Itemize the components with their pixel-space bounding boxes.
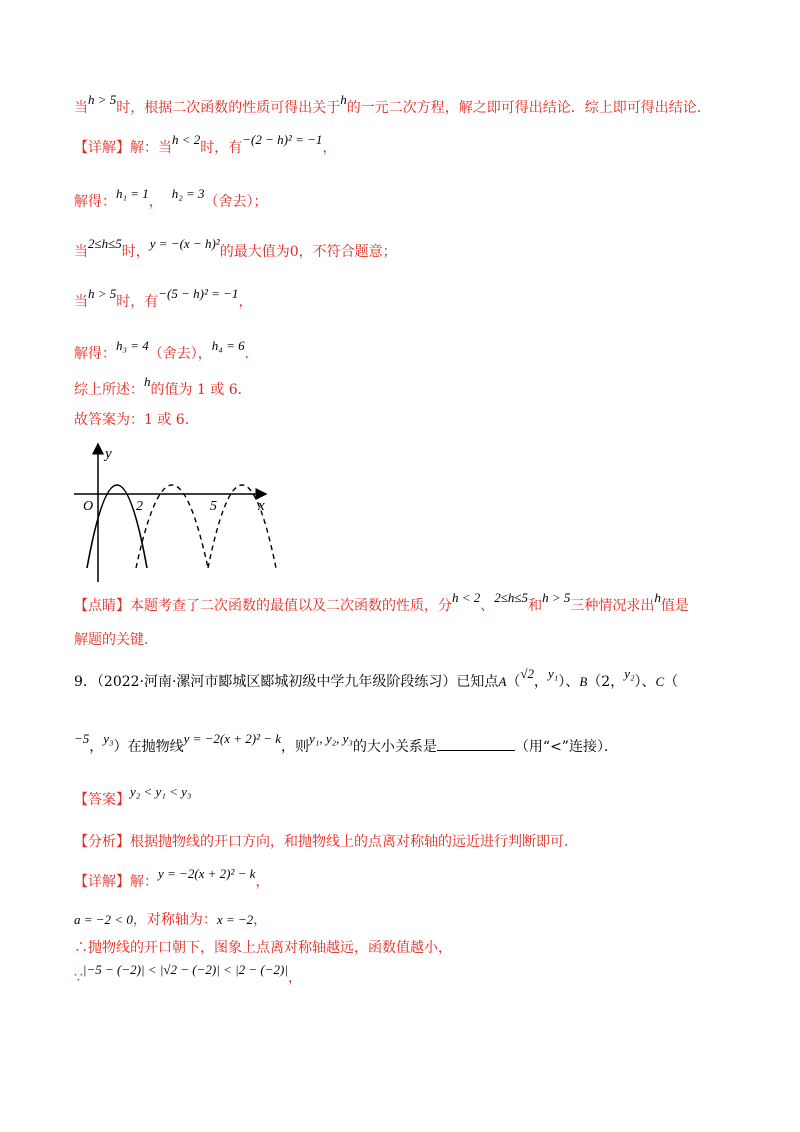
- detail-line-1: [74, 132, 337, 158]
- dashed-parabola-1: [136, 485, 208, 568]
- math: h > 5: [542, 590, 571, 605]
- text: ，: [148, 194, 163, 210]
- key-point-tag: 【点睛】: [74, 598, 130, 614]
- text: 当: [74, 100, 88, 116]
- text: 解：: [130, 874, 158, 890]
- text: （用“<”连接）．: [514, 739, 618, 755]
- math-h: h: [144, 374, 151, 389]
- math-equation: −(5 − h)² = −1: [158, 286, 239, 301]
- detail-tag: 【详解】: [74, 874, 130, 890]
- answer-line: 故答案为：1 或 6．: [74, 412, 199, 428]
- text: 的一元二次方程，解之即可得出结论．综上即可得出结论．: [346, 100, 711, 116]
- text: 当: [74, 294, 88, 310]
- math-inequality: |−5 − (−2)| < |√2 − (−2)| < |2 − (−2)|: [82, 962, 288, 977]
- math-neg5: −5: [74, 731, 90, 746]
- text: 解：当: [130, 140, 172, 156]
- solve-line-1: [74, 186, 268, 212]
- text: 值是: [660, 598, 689, 614]
- text: （2，: [587, 674, 625, 690]
- math-equation: −(2 − h)² = −1: [242, 132, 323, 147]
- text: 时，有: [200, 140, 243, 156]
- text: （: [664, 674, 679, 690]
- math-h-gt-5: h > 5: [88, 92, 117, 107]
- text: ）、: [558, 674, 580, 690]
- math-h1: h₁ = 1: [116, 186, 149, 201]
- detail-line-5: [74, 962, 302, 988]
- y-label: y: [105, 446, 112, 462]
- math-h: h: [340, 92, 347, 107]
- text: ，则: [281, 739, 310, 755]
- text: ，: [534, 674, 549, 690]
- text: 时，根据二次函数的性质可得出关于: [116, 100, 341, 116]
- detail-line-2: [74, 866, 270, 892]
- text: ，: [253, 912, 268, 928]
- text: 、: [480, 598, 495, 614]
- analysis-line-1: [74, 92, 711, 118]
- text: （舍去）；: [204, 194, 268, 210]
- point-A: A: [498, 674, 507, 689]
- text: 的值为 1 或 6．: [150, 382, 252, 398]
- text: ）在抛物线: [113, 739, 184, 755]
- math-y-list: y₁, y₂, y₃: [309, 731, 353, 746]
- point-C: C: [655, 674, 665, 689]
- tick-label-5: 5: [210, 499, 217, 514]
- key-point-line-1: [74, 590, 689, 616]
- math-axis: x = −2: [216, 912, 254, 927]
- detail-line-4: ∴抛物线的开口朝下，图象上点离对称轴越远，函数值越小，: [74, 940, 452, 956]
- math-h-gt-5: h > 5: [88, 286, 117, 301]
- text: 时，有: [116, 294, 159, 310]
- text: ，: [322, 140, 337, 156]
- text: 解得：: [74, 346, 116, 362]
- detail-tag: 【详解】: [74, 140, 130, 156]
- text: ．: [244, 346, 259, 362]
- text: 本题考查了二次函数的最值以及二次函数的性质，分: [130, 598, 452, 614]
- answer-label-line: [74, 784, 192, 810]
- text: 综上所述：: [74, 382, 144, 398]
- text: （舍去），: [148, 346, 212, 362]
- text: 9．（2022·河南·漯河市郾城区郾城初级中学九年级阶段练习）已知点: [74, 674, 499, 690]
- parabola-graph: [70, 440, 280, 590]
- analysis-line: [74, 832, 578, 852]
- math-h3: h₃ = 4: [116, 338, 149, 353]
- math-parabola: y = −2(x + 2)² − k: [158, 866, 256, 881]
- answer-tag: 【答案】: [74, 792, 130, 808]
- text: 和: [528, 598, 543, 614]
- question-9-line-1: [74, 666, 679, 692]
- text: ，: [238, 294, 253, 310]
- dashed-parabola-2: [208, 485, 276, 568]
- text: 的大小关系是: [352, 739, 437, 755]
- text: 当: [74, 244, 88, 260]
- solid-parabola: [87, 485, 147, 568]
- answer-blank: [437, 736, 515, 751]
- case-line-2: [74, 236, 397, 262]
- text: 根据抛物线的开口方向，和抛物线上的点离对称轴的远近进行判断即可．: [130, 834, 578, 850]
- math-y3: y₃: [103, 731, 114, 746]
- text: ，对称轴为：: [132, 912, 217, 928]
- math-a: a = −2 < 0: [74, 912, 133, 927]
- text: ，: [89, 739, 104, 755]
- text: 解得：: [74, 194, 116, 210]
- solve-line-2: [74, 338, 259, 364]
- math-y2: y₂: [624, 666, 635, 681]
- text: ∵: [74, 970, 83, 986]
- detail-line-3: [74, 910, 267, 930]
- analysis-tag: 【分析】: [74, 834, 130, 850]
- key-point-line-2: 解题的关键．: [74, 632, 158, 648]
- text: （: [506, 674, 521, 690]
- question-9-line-2: [74, 731, 618, 757]
- math-range: 2≤h≤5: [88, 236, 122, 251]
- math-h2: h₂ = 3: [171, 186, 205, 201]
- math: h: [654, 590, 661, 605]
- tick-label-2: 2: [136, 499, 143, 514]
- math-answer: y₂ < y₁ < y₃: [130, 784, 192, 799]
- math: h < 2: [452, 590, 481, 605]
- math-h-lt-2: h < 2: [172, 132, 201, 147]
- text: 的最大值为0，不符合题意；: [219, 244, 397, 260]
- text: 三种情况求出: [570, 598, 655, 614]
- text: ，: [255, 874, 270, 890]
- text: 时，: [121, 244, 150, 260]
- text: ，: [287, 970, 302, 986]
- math-y1: y₁: [548, 666, 559, 681]
- summary-line: [74, 374, 252, 400]
- point-B: B: [579, 674, 588, 689]
- math-parabola: y = −2(x + 2)² − k: [183, 731, 282, 746]
- x-label: x: [258, 498, 265, 514]
- case-line-3: [74, 286, 253, 312]
- math-function: y = −(x − h)²: [149, 236, 220, 251]
- origin-label: O: [83, 499, 94, 514]
- math-h4: h₄ = 6: [211, 338, 245, 353]
- text: ）、: [634, 674, 656, 690]
- math: 2≤h≤5: [494, 590, 529, 605]
- math-sqrt2: √2: [520, 666, 535, 681]
